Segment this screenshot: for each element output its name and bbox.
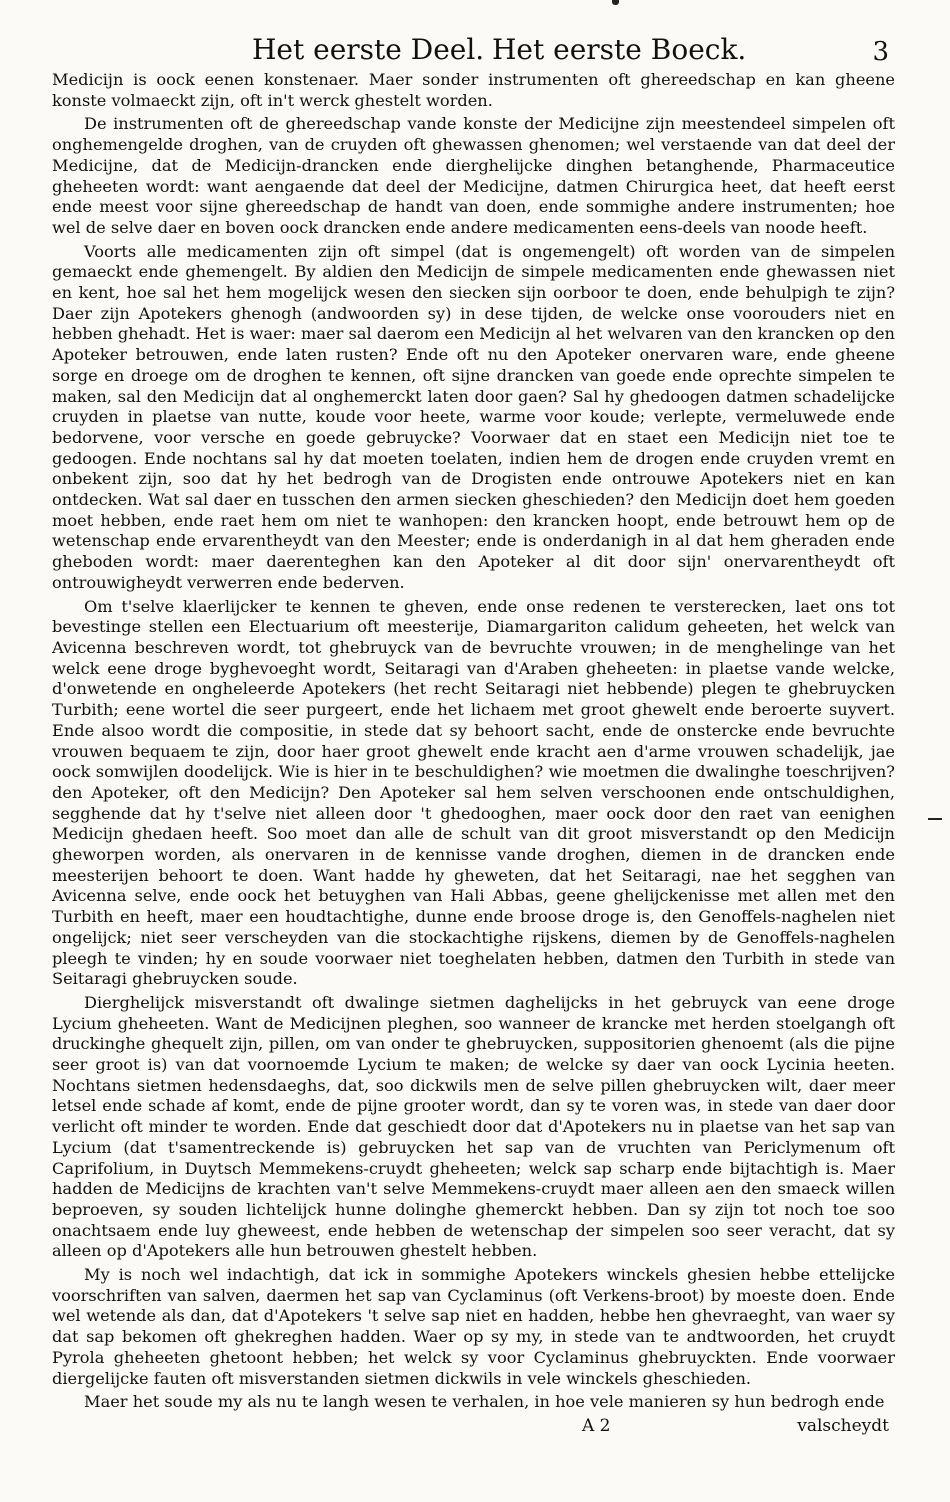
body-text <box>52 70 895 1413</box>
running-head-left: Het eerste Deel. <box>252 33 485 66</box>
running-head-right: Het eerste Boeck. <box>492 33 747 66</box>
paragraph: My is noch wel indachtigh, dat ick in sommighe Apotekers winckels ghesien hebbe ettelijcke voorschriften van salven, daermen het sap van Cyclaminus (oft Verkens-broot) by moeste doen. Ende wel wetende als dan, dat d'Apotekers 't selve sap niet en hadden, hebbe hen ghevraeght, van waer sy dat sap bekomen oft ghekreghen hadden. Waer op sy my, in stede van te andtwoorden, het cruydt Pyrola gheheeten ghetoont hebben; het welck sy voor Cyclaminus ghebruyckten. Ende voorwaer diergelijcke fauten oft misverstanden sietmen dickwils in vele winckels gheschieden. <box>52 1265 895 1388</box>
margin-mark <box>928 818 942 820</box>
paragraph: De instrumenten oft de ghereedschap vande konste der Medicijne zijn meestendeel simpelen oft onghemengelde droghen, van de cruyden oft ghewassen ghenomen; wel verstaende van dat deel der Medicijne, dat de Medicijn-drancken ende dierghelijcke dinghen betanghende, Pharmaceutice gheheeten wordt: want aengaende dat deel der Medicijne, datmen Chirurgica heet, dat heeft eerst ende meest voor sijne ghereedschap de handt van doen, ende sommighe andere instrumenten; hoe wel de selve daer en boven oock drancken ende andere medicamenten eens-deels van noode heeft. <box>52 114 895 237</box>
paragraph: Maer het soude my als nu te langh wesen te verhalen, in hoe vele manieren sy hun bedrogh ende <box>84 1392 885 1412</box>
running-head <box>52 30 895 70</box>
paragraph: Medicijn is oock eenen konstenaer. Maer sonder instrumenten oft ghereedschap en kan gheene konste volmaeckt zijn, oft in't werck ghestelt worden. <box>52 70 895 110</box>
page-footer <box>52 1416 895 1440</box>
signature-mark: A 2 <box>582 1416 611 1436</box>
paragraph: Om t'selve klaerlijcker te kennen te gheven, ende onse redenen te versterecken, laet ons tot bevestinge stellen een Electuarium oft meesterije, Diamargariton calidum geheeten, het welck van Avicenna beschreven wordt, tot ghebruyck van de bevruchte vrouwen; in de menghelinge van het welck eene droge byghevoeght wordt, Seitaragi van d'Araben gheheeten: in plaetse vande welcke, d'onwetende en ongheleerde Apotekers (het recht Seitaragi niet hebbende) plegen te ghebruycken Turbith; eene wortel die seer purgeert, ende het lichaem met groot ghewelt ende beroerte suyvert. Ende alsoo wordt die compositie, in stede dat sy behoort sacht, ende de onstercke ende bevruchte vrouwen bequaem te zijn, door haer groot ghewelt ende kracht aen d'arme vrouwen schadelijk, jae oock somwijlen doodelijck. Wie is hier in te beschuldighen? wie moetmen die dwalinghe toeschrijven? den Apoteker, oft den Medicijn? Den Apoteker sal hem selven verschoonen ende ontschuldighen, segghende dat hy t'selve niet alleen door 't ghedooghen, maer oock door den raet van eenighen Medicijn ghedaen heeft. Soo moet dan alle de schult van dit groot misverstandt op den Medicijn gheworpen worden, als onervaren in de kennisse vande droghen, diemen in de drancken ende meesterijen behoort te doen. Want hadde hy gheweten, dat het Seitaragi, nae het segghen van Avicenna selve, ende oock het betuyghen van Hali Abbas, geene ghelijckenisse met allen met den Turbith en heeft, maer een houdtachtighe, dunne ende broose droge is, den Genoffels-naghelen niet ongelijck; niet seer verscheyden van die stockachtighe rijskens, diemen by de Genoffels-naghelen pleegh te vinden; hy en soude voorwaer niet toeghelaten hebben, datmen den Turbith in stede van Seitaragi ghebruycken soude. <box>52 596 895 989</box>
catchword: valscheydt <box>797 1416 889 1436</box>
ink-speck <box>612 0 619 5</box>
paragraph: Voorts alle medicamenten zijn oft simpel (dat is ongemengelt) oft worden van de simpelen gemaeckt ende ghemengelt. By aldien den Medicijn de simpele medicamenten ende ghewassen niet en kent, hoe sal het hem mogelijck wesen den siecken sijn oorboor te doen, ende behulpigh te zijn? Daer zijn Apotekers ghenogh (andwoorden sy) in dese tijden, de welcke onse voorouders niet en hebben ghehadt. Het is waer: maer sal daerom een Medicijn al het welvaren van den krancken op den Apoteker betrouwen, ende laten rusten? Ende oft nu den Apoteker onervaren ware, ende gheene sorge en droege om de droghen te kennen, oft sijne drancken van goede ende oprechte simpelen te maken, sal den Medicijn dat al onghemerckt laten door gaen? Sal hy ghedoogen datmen schadelijcke cruyden in plaetse van nutte, koude voor heete, warme voor koude; verlepte, vermeluwede ende bedorvene, voor versche en goede gebruycke? Voorwaer dat en staet een Medicijn niet toe te gedoogen. Ende nochtans sal hy dat moeten toelaten, indien hem de drogen ende cruyden vremt en onbekent zijn, soo dat hy het bedrogh van de Drogisten ende ontrouwe Apotekers niet en kan ontdecken. Wat sal daer en tusschen den armen siecken gheschieden? den Medicijn doet hem goeden moet hebben, ende raet hem om niet te wanhopen: den krancken hoopt, ende betrouwt hem op de wetenschap ende ervarentheydt van den Meester; ende is onderdanigh in al dat hem gheraden ende gheboden wordt: maer daerenteghen kan den Apoteker al dit door sijn' onervarentheydt oft ontrouwigheydt verwerren ende bederven. <box>52 241 895 592</box>
page-number: 3 <box>872 37 889 67</box>
paragraph: Dierghelijck misverstandt oft dwalinge sietmen daghelijcks in het gebruyck van eene droge Lycium gheheeten. Want de Medicijnen pleghen, soo wanneer de krancke met herden stoelgangh oft druckinghe ghequelt zijn, pillen, om van onder te ghebruycken, suppositorien ghenoemt (als die pijne seer groot is) van dat voornoemde Lycium te maken; de welcke sy daer van oock Lycinia heeten. Nochtans sietmen hedensdaeghs, dat, soo dickwils men de selve pillen ghebruycken wilt, daer meer letsel ende schade af komt, ende de pijne grooter wordt, dan sy te voren was, in stede van daer door verlicht oft minder te worden. Ende dat geschiedt door dat d'Apotekers nu in plaetse van het sap van Lycium (dat t'samentreckende is) gebruycken het sap van de vruchten van Periclymenum oft Caprifolium, in Duytsch Memmekens-cruydt gheheeten; welck sap scharp ende bijtachtigh is. Maer hadden de Medicijns de krachten van't selve Memmekens-cruydt maer alleen aen den smaeck willen beproeven, sy souden lichtelijck hunne dolinghe ghemerckt hebben. Dan sy zijn tot noch toe soo onachtsaem ende luy gheweest, ende hebben de wetenschap der simpelen soo seer veracht, dat sy alleen op d'Apotekers alle hun betrouwen ghestelt hebben. <box>52 992 895 1261</box>
